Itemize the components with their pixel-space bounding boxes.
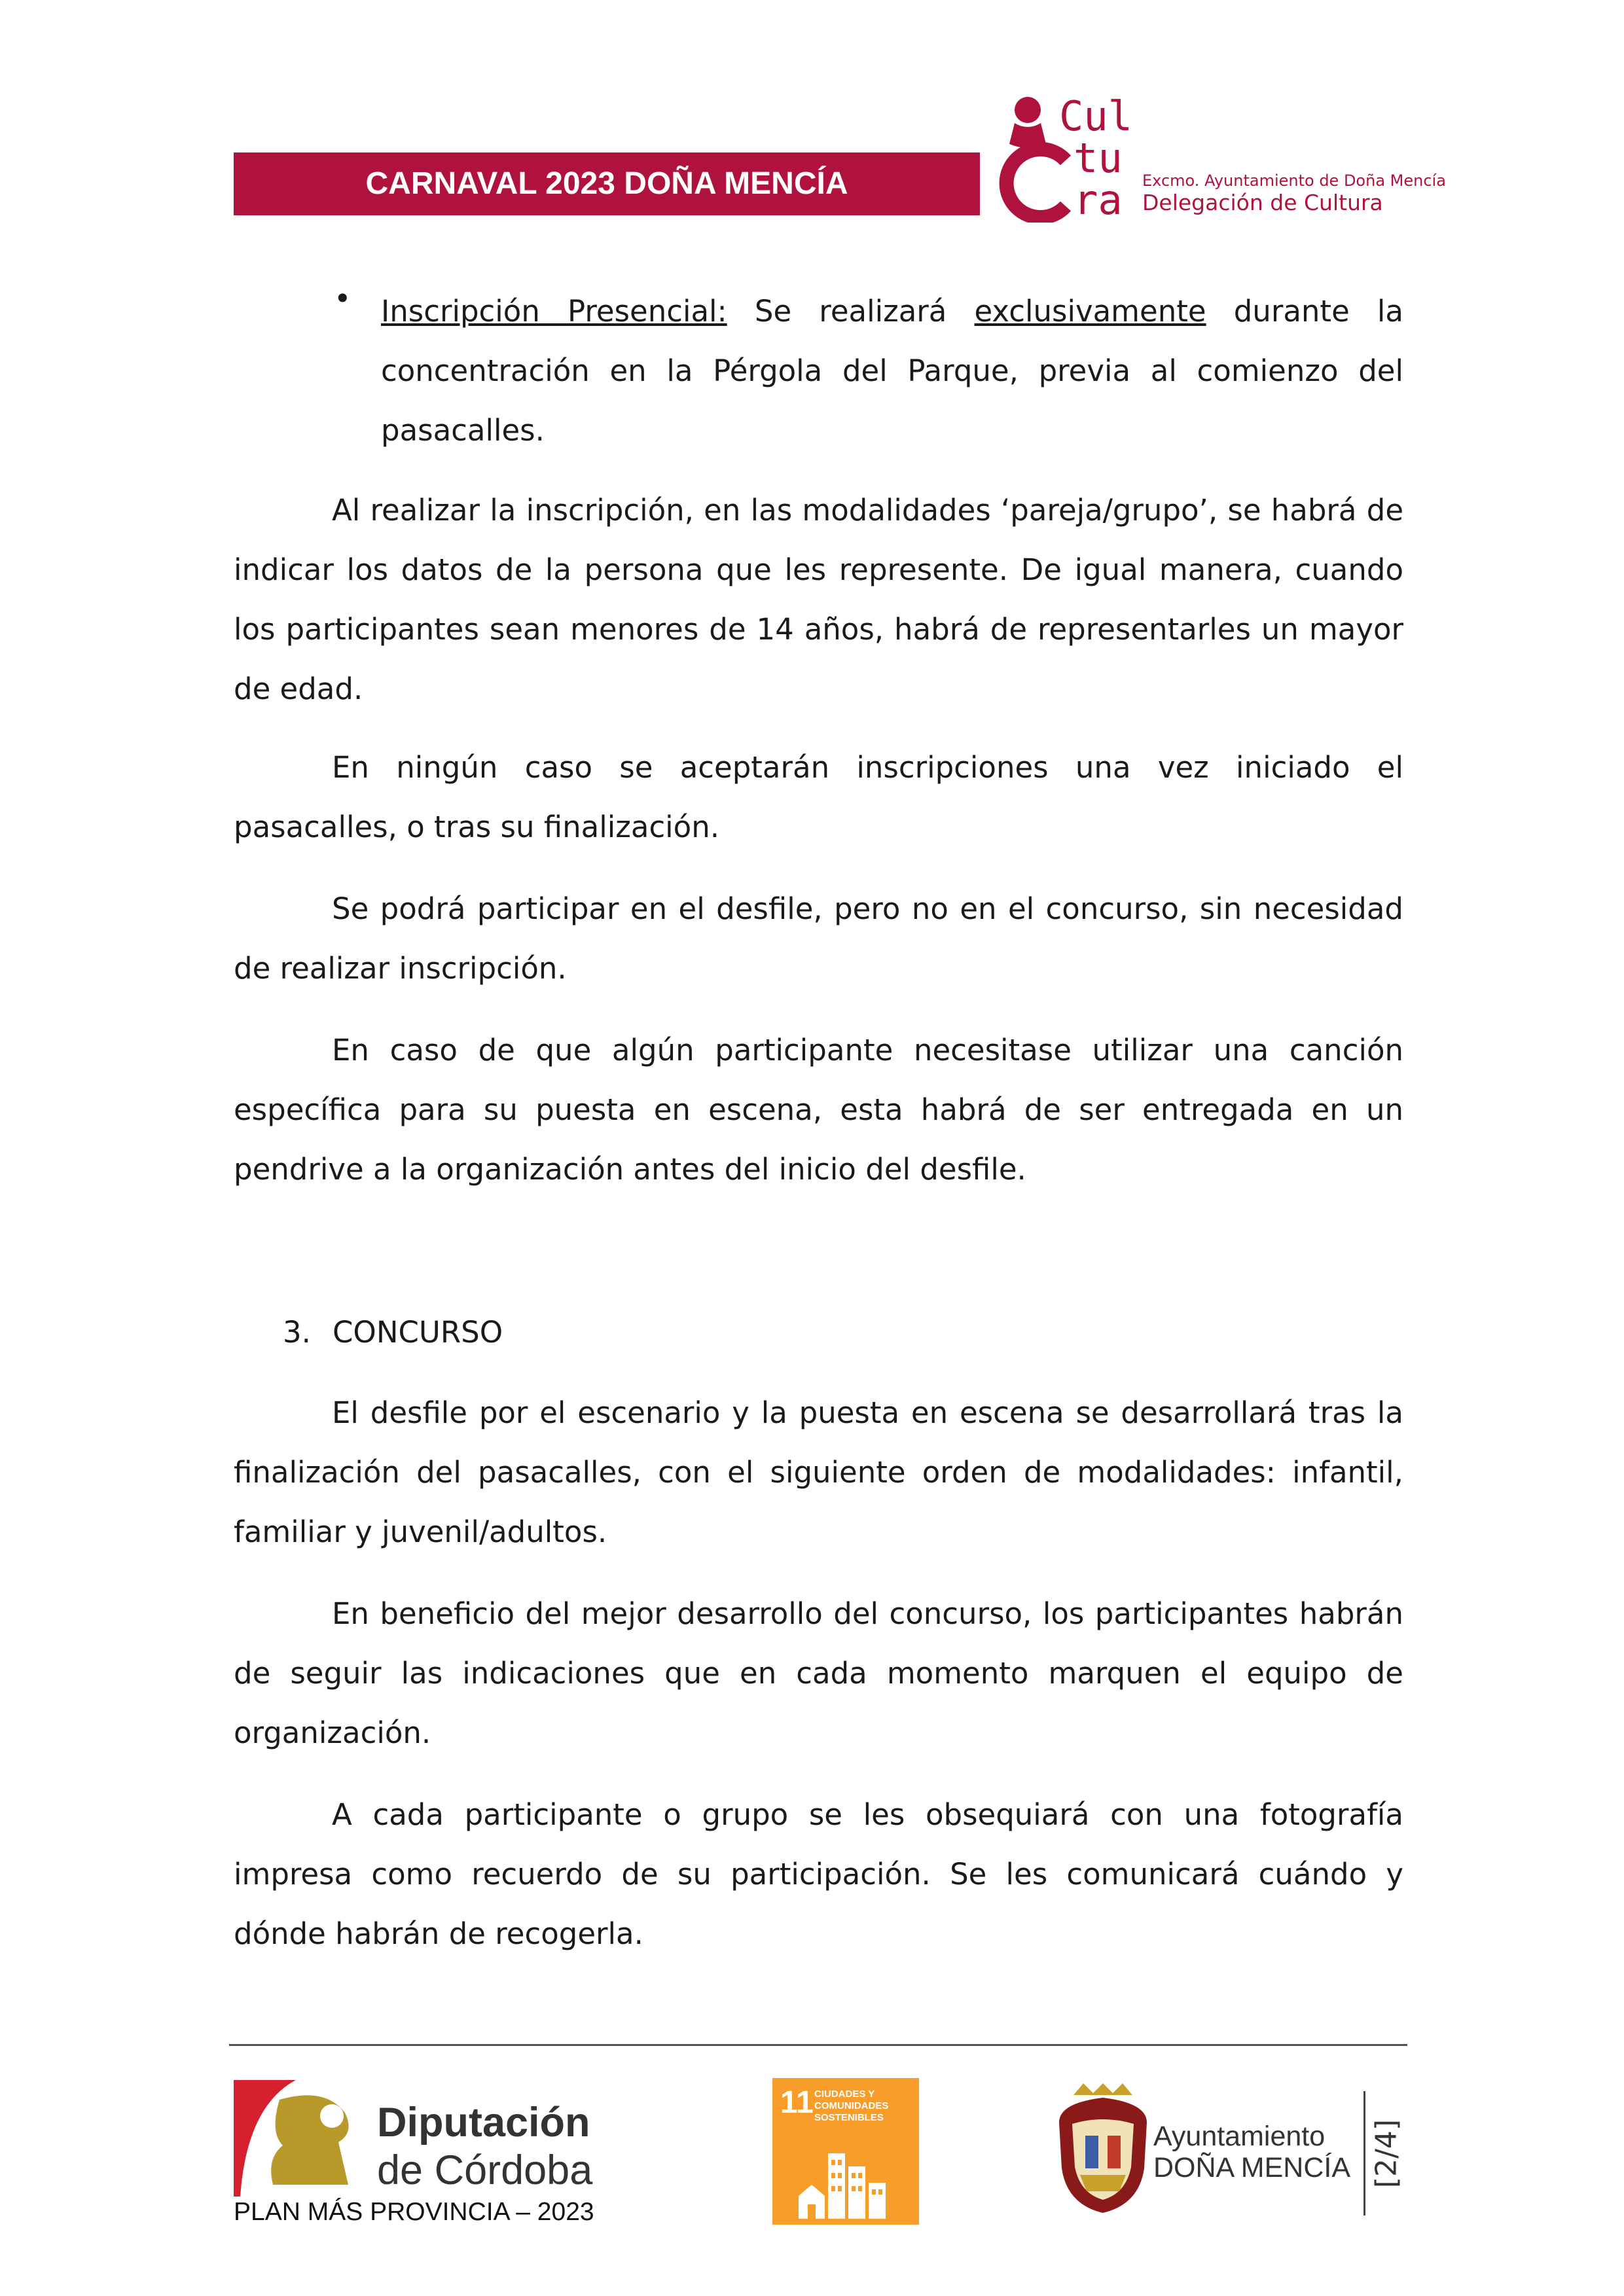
- section-number: 3.: [283, 1315, 311, 1350]
- plan-caption: PLAN MÁS PROVINCIA – 2023: [234, 2198, 594, 2226]
- ods-11-badge: [772, 2078, 919, 2225]
- dona-mencia-coat-of-arms-icon: [1054, 2083, 1152, 2214]
- paragraph-7: A cada participante o grupo se les obsequiará con una fotografía impresa como recuerdo de su participación. Se les comunicará cuándo y dónde habrán de recogerla.: [234, 1797, 1403, 1951]
- paragraph-2: En ningún caso se aceptarán inscripciones una vez iniciado el pasacalles, o tras su finalización.: [234, 750, 1403, 844]
- ayuntamiento-label: Ayuntamiento: [1153, 2121, 1326, 2152]
- paragraph-3: Se podrá participar en el desfile, pero no en el concurso, sin necesidad de realizar inscripción.: [234, 891, 1403, 986]
- bullet-emphasis: exclusivamente: [974, 294, 1206, 329]
- bullet-paragraph: [381, 281, 1403, 460]
- footer-vertical-divider: [1363, 2091, 1365, 2215]
- logo-subtitle-ayuntamiento: Excmo. Ayuntamiento de Doña Mencía: [1142, 171, 1446, 190]
- diputacion-province: de Córdoba: [377, 2147, 593, 2193]
- diputacion-lion-icon: [234, 2080, 358, 2197]
- logo-word-tu: tu: [1074, 134, 1123, 182]
- diputacion-name: Diputación: [377, 2100, 590, 2145]
- paragraph-6: En beneficio del mejor desarrollo del concurso, los participantes habrán de seguir las indicaciones que en cada momento marquen el equipo de organización.: [234, 1596, 1403, 1750]
- section-heading: CONCURSO: [333, 1315, 503, 1350]
- paragraph-4: En caso de que algún participante necesitase utilizar una canción específica para su puesta en escena, esta habrá de ser entregada en un pendrive a la organización antes del inicio del desfile.: [234, 1033, 1403, 1187]
- ods-number: 11: [780, 2085, 814, 2120]
- paragraph-1: Al realizar la inscripción, en las modalidades ‘pareja/grupo’, se habrá de indicar los datos de la persona que les represente. De igual manera, cuando los participantes sean menores de 14 años, habrá de representarles un mayor de edad.: [234, 493, 1403, 706]
- logo-word-ra: ra: [1074, 176, 1123, 224]
- document-title: CARNAVAL 2023 DOÑA MENCÍA: [365, 166, 848, 201]
- page-number: [2/4]: [1369, 2119, 1403, 2189]
- ods-label: CIUDADES Y COMUNIDADES SOSTENIBLES: [814, 2089, 889, 2123]
- footer-divider: [229, 2044, 1407, 2046]
- municipality-name: DOÑA MENCÍA: [1153, 2152, 1351, 2183]
- bullet-text-a: Se realizará: [727, 294, 975, 329]
- paragraph-5: El desfile por el escenario y la puesta en escena se desarrollará tras la finalización del pasacalles, con el siguiente orden de modalidades: infantil, familiar y juvenil/adultos.: [234, 1395, 1403, 1549]
- logo-word-cul: Cul: [1059, 92, 1132, 140]
- logo-subtitle-delegacion: Delegación de Cultura: [1142, 190, 1383, 215]
- bullet-icon: •: [334, 281, 352, 316]
- bullet-text-b: durante la concentración en la Pérgola del Parque, previa al comienzo del pasacalles.: [381, 294, 1404, 448]
- bullet-label: Inscripción Presencial:: [381, 294, 727, 329]
- header-title-bar: [234, 152, 980, 215]
- city-buildings-icon: [799, 2147, 897, 2219]
